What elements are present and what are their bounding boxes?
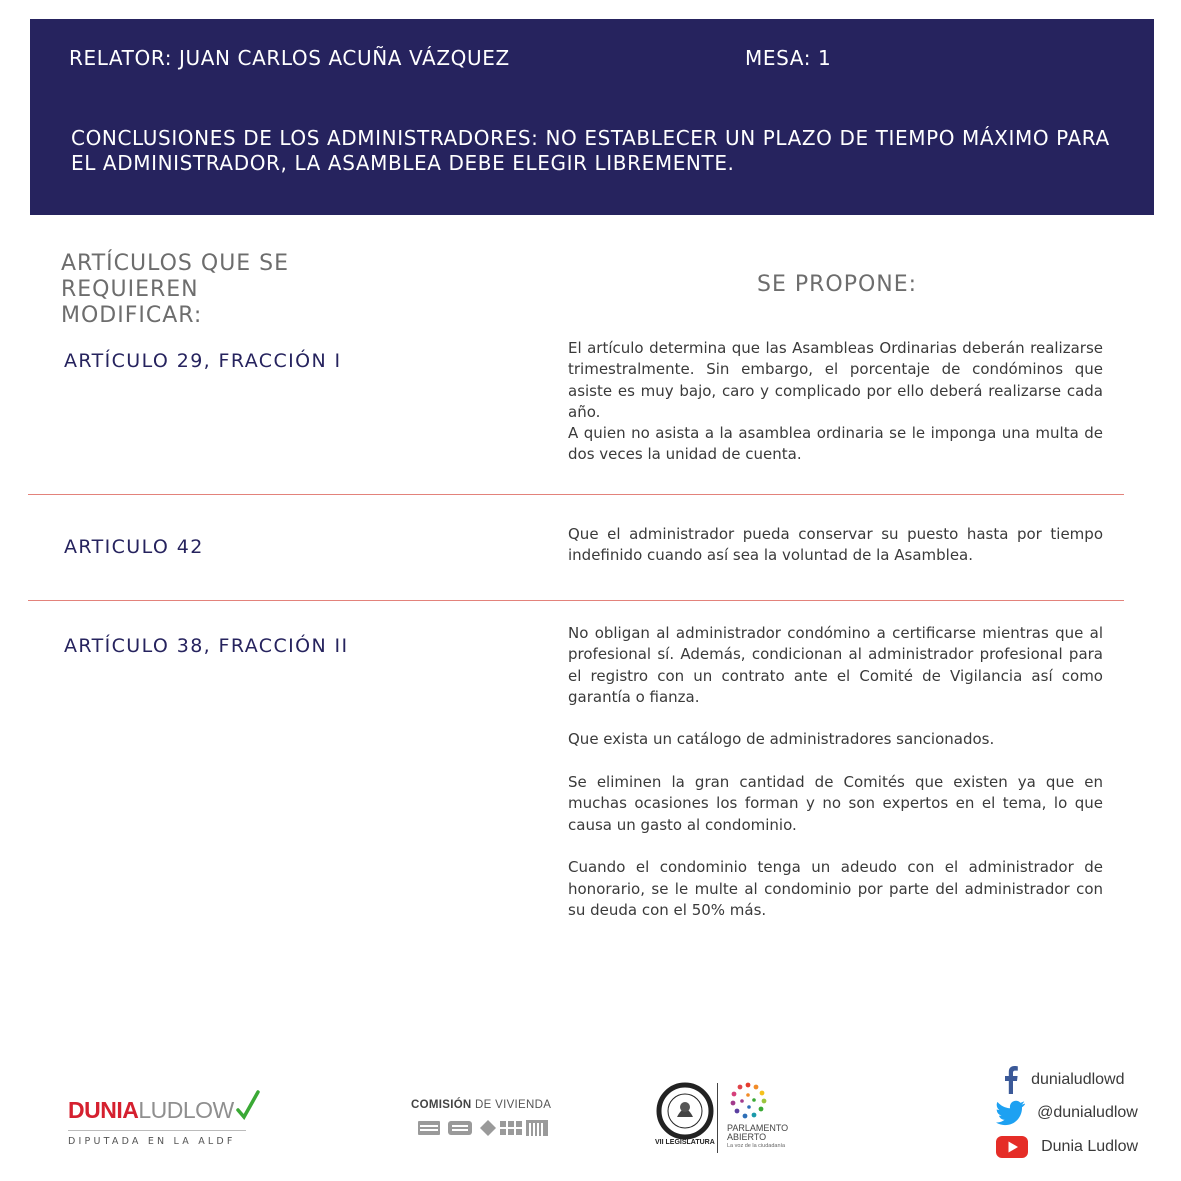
facebook-handle: dunialudlowd <box>1031 1071 1125 1088</box>
tagline-label: La voz de la ciudadanía <box>727 1143 786 1149</box>
proposal-paragraph: No obligan al administrador condómino a certificarse mientras que al profesional sí. Además, condicionan al administrador profesional para el registro con un contrato ante el Comité de Vigilancia así como garantía o fianza. <box>568 624 1103 706</box>
article-label: ARTÍCULO 29, FRACCIÓN I <box>64 350 342 372</box>
twitter-handle: @dunialudlow <box>1037 1104 1138 1121</box>
youtube-handle: Dunia Ludlow <box>1041 1138 1139 1155</box>
logo-last-name: LUDLOW <box>138 1097 234 1123</box>
youtube-link[interactable] <box>996 1136 1138 1158</box>
proposal-paragraph: Cuando el condominio tenga un adeudo con el administrador de honorario, se le multe al condominio por parte del administrador con su deuda con el 50% más. <box>568 858 1103 919</box>
logo-subtitle: DIPUTADA EN LA ALDF <box>68 1130 246 1147</box>
facebook-icon <box>1004 1066 1018 1094</box>
mesa-label: MESA: 1 <box>745 46 832 70</box>
asamblea-legislativa-logo <box>655 1081 790 1156</box>
dunia-ludlow-logo <box>68 1090 260 1147</box>
logo-first-name: DUNIA <box>68 1097 139 1123</box>
header-banner <box>30 19 1154 215</box>
relator-label: RELATOR: JUAN CARLOS ACUÑA VÁZQUEZ <box>69 46 510 70</box>
article-label: ARTICULO 42 <box>64 536 204 558</box>
comision-bold: COMISIÓN <box>411 1099 472 1111</box>
housing-icons <box>412 1117 550 1139</box>
comision-vivienda-logo <box>411 1099 551 1143</box>
proposal-paragraph: Se eliminen la gran cantidad de Comités que existen ya que en muchas ocasiones los forman y no son expertos en el tema, lo que causa un gasto al condominio. <box>568 773 1103 834</box>
proposal-paragraph: Que exista un catálogo de administradores sancionados. <box>568 730 995 749</box>
proposal-text <box>568 623 1103 921</box>
twitter-icon <box>996 1100 1026 1126</box>
abierto-label: ABIERTO <box>727 1132 767 1142</box>
proposal-paragraph: Que el administrador pueda conservar su puesto hasta por tiempo indefinido cuando así sea la voluntad de la Asamblea. <box>568 525 1103 565</box>
parlamento-label: PARLAMENTO <box>727 1123 789 1133</box>
row-divider <box>28 494 1124 495</box>
checkmark-icon <box>236 1090 260 1120</box>
article-label: ARTÍCULO 38, FRACCIÓN II <box>64 635 349 657</box>
facebook-link[interactable] <box>1004 1066 1125 1094</box>
articles-column-title: ARTÍCULOS QUE SE REQUIEREN MODIFICAR: <box>61 251 290 328</box>
legislatura-label: VII LEGISLATURA <box>655 1139 715 1146</box>
proposal-text <box>568 524 1103 567</box>
comision-rest: DE VIVIENDA <box>475 1099 552 1111</box>
conclusion-text: CONCLUSIONES DE LOS ADMINISTRADORES: NO ESTABLECER UN PLAZO DE TIEMPO MÁXIMO PARA EL ADMINISTRADOR, LA ASAMBLEA DEBE ELEGIR LIBREMENTE. <box>71 126 1110 175</box>
parlamento-abierto-icon <box>725 1081 771 1121</box>
row-divider <box>28 600 1124 601</box>
youtube-icon <box>996 1136 1028 1158</box>
proposal-column-title: SE PROPONE: <box>757 272 918 297</box>
twitter-link[interactable] <box>996 1100 1138 1126</box>
proposal-paragraph: A quien no asista a la asamblea ordinaria se le imponga una multa de dos veces la unidad de cuenta. <box>568 424 1103 464</box>
proposal-paragraph: El artículo determina que las Asambleas Ordinarias deberán realizarse trimestralmente. Sin embargo, el porcentaje de condóminos que asiste es muy bajo, caro y complicado por ello deberá realizarse cada año. <box>568 339 1103 421</box>
proposal-text <box>568 338 1103 466</box>
